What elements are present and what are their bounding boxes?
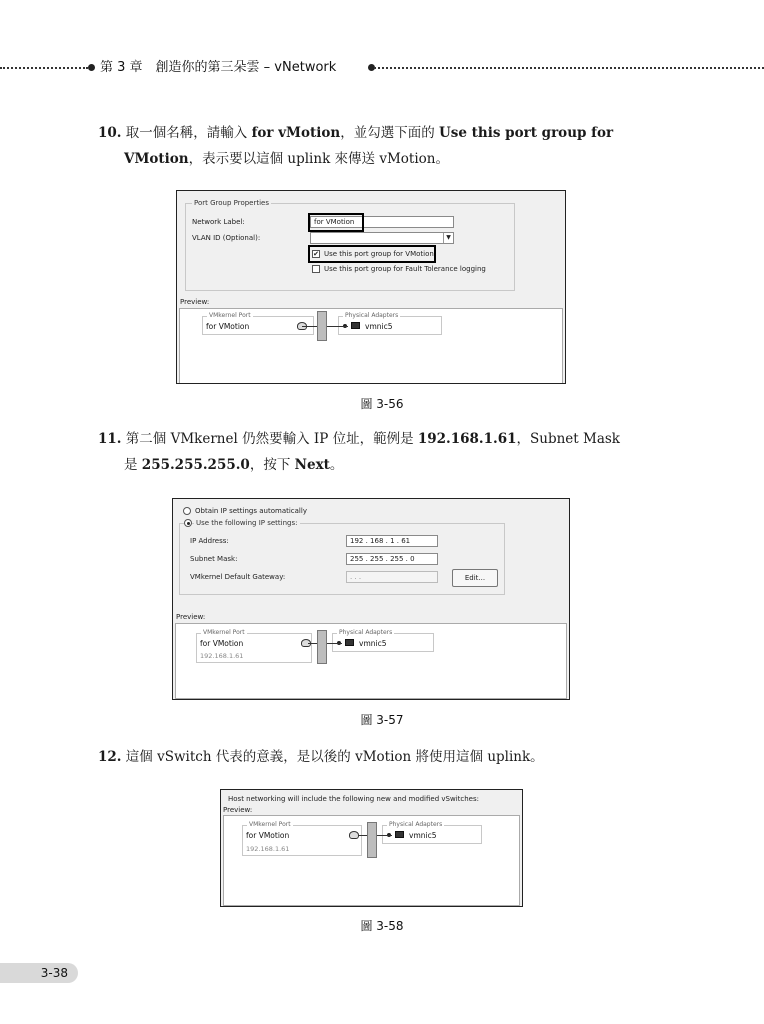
vmkernel-port-group (196, 629, 312, 663)
vswitch-bar (367, 822, 377, 858)
network-label-input[interactable]: for VMotion (310, 216, 454, 228)
physical-adapters-group (382, 821, 482, 844)
highlight-box-vmotion (308, 245, 436, 263)
physical-adapters-group (338, 312, 442, 335)
subnet-mask-label: Subnet Mask: (190, 555, 238, 563)
edit-button[interactable]: Edit... (452, 569, 498, 587)
vmkernel-port-name: for VMotion (200, 639, 244, 648)
step-text: 是 (124, 457, 142, 473)
step-text: 。 (329, 457, 344, 473)
step-text: ，並勾選下面的 (340, 125, 439, 141)
physical-adapters-title: Physical Adapters (339, 629, 393, 636)
use-following-ip-label: Use the following IP settings: (196, 519, 298, 527)
vmkernel-port-name: for VMotion (206, 322, 250, 331)
step-text: 這個 vSwitch 代表的意義，是以後的 vMotion 將使用這個 uplink。 (125, 749, 544, 765)
figure-caption: 圖 3-56 (360, 397, 404, 411)
step-bold-text: Use this port group for (439, 125, 614, 141)
vmkernel-port-title: VMkernel Port (249, 821, 291, 828)
vmkernel-port-name: for VMotion (246, 831, 290, 840)
preview-label: Preview: (176, 613, 206, 621)
header-dotted-rule-left (0, 67, 88, 69)
vmkernel-ip: 192.168.1.61 (200, 652, 244, 660)
step-bold-text: 255.255.255.0 (141, 457, 250, 473)
subnet-mask-input[interactable]: 255 . 255 . 255 . 0 (346, 553, 438, 565)
physical-adapters-title: Physical Adapters (389, 821, 443, 828)
default-gateway-label: VMkernel Default Gateway: (190, 573, 286, 581)
step-bold-text: for vMotion (251, 125, 341, 141)
step-12 (98, 744, 658, 770)
step-bold-text: Next (294, 457, 330, 473)
vmkernel-port-group (242, 821, 362, 856)
vmkernel-port-title: VMkernel Port (203, 629, 245, 636)
step-number: 12. (98, 749, 122, 765)
step-number: 10. (98, 125, 122, 141)
network-adapter-icon (345, 639, 354, 646)
highlight-box-network-label (308, 213, 364, 232)
host-networking-info: Host networking will include the following new and modified vSwitches: (228, 795, 479, 803)
step-10 (98, 120, 658, 172)
step-text: ，按下 (249, 457, 295, 473)
obtain-ip-automatically-radio[interactable] (183, 507, 191, 515)
preview-panel (223, 815, 520, 906)
figure-3-56-screenshot (176, 190, 566, 384)
group-title: Port Group Properties (194, 199, 270, 207)
port-group-properties-group (185, 199, 515, 291)
fault-tolerance-checkbox-label: Use this port group for Fault Tolerance logging (324, 265, 486, 273)
step-11 (98, 426, 658, 478)
figure-caption: 圖 3-58 (360, 919, 404, 933)
step-bold-text: VMotion (124, 151, 189, 167)
vmotion-checkbox[interactable]: ✔ (313, 250, 319, 258)
nic-name: vmnic5 (359, 639, 387, 648)
vswitch-bar (317, 311, 327, 341)
preview-panel (179, 308, 563, 384)
network-adapter-icon (395, 831, 404, 838)
vmkernel-ip: 192.168.1.61 (246, 845, 290, 853)
figure-3-57-screenshot (172, 498, 570, 700)
fault-tolerance-checkbox[interactable] (312, 265, 320, 273)
nic-name: vmnic5 (365, 322, 393, 331)
step-text: 取一個名稱，請輸入 (125, 125, 252, 141)
default-gateway-input[interactable]: . . . (346, 571, 438, 583)
network-label-label: Network Label: (192, 218, 245, 226)
vmkernel-port-group (202, 312, 314, 335)
vmotion-checkbox-label: Use this port group for VMotion (324, 250, 434, 258)
ip-settings-group (179, 519, 505, 595)
step-text: 第二個 VMkernel 仍然要輸入 IP 位址，範例是 (125, 431, 418, 447)
chapter-header (0, 58, 764, 78)
vmkernel-port-title: VMkernel Port (209, 312, 251, 319)
physical-adapters-group (332, 629, 434, 652)
vlan-id-label: VLAN ID (Optional): (192, 234, 261, 242)
use-following-ip-radio[interactable] (184, 519, 192, 527)
preview-label: Preview: (180, 298, 210, 306)
figure-3-58-screenshot (220, 789, 523, 907)
ip-address-input[interactable]: 192 . 168 . 1 . 61 (346, 535, 438, 547)
nic-name: vmnic5 (409, 831, 437, 840)
vswitch-bar (317, 630, 327, 664)
step-text: ，Subnet Mask (516, 431, 620, 447)
network-adapter-icon (351, 322, 360, 329)
ip-address-label: IP Address: (190, 537, 229, 545)
step-bold-text: 192.168.1.61 (417, 431, 517, 447)
step-number: 11. (98, 431, 122, 447)
page-number: 3-38 (0, 963, 78, 983)
chevron-down-icon: ▼ (443, 233, 453, 243)
preview-label: Preview: (223, 806, 253, 814)
preview-panel (175, 623, 567, 699)
obtain-ip-automatically-label: Obtain IP settings automatically (195, 507, 307, 515)
header-bullet-left (88, 64, 95, 71)
figure-caption: 圖 3-57 (360, 713, 404, 727)
header-dotted-rule-right (374, 67, 764, 69)
step-text: ，表示要以這個 uplink 來傳送 vMotion。 (188, 151, 449, 167)
chapter-title: 第 3 章 創造你的第三朵雲 – vNetwork (100, 60, 337, 75)
physical-adapters-title: Physical Adapters (345, 312, 399, 319)
vlan-id-dropdown[interactable] (310, 232, 454, 244)
